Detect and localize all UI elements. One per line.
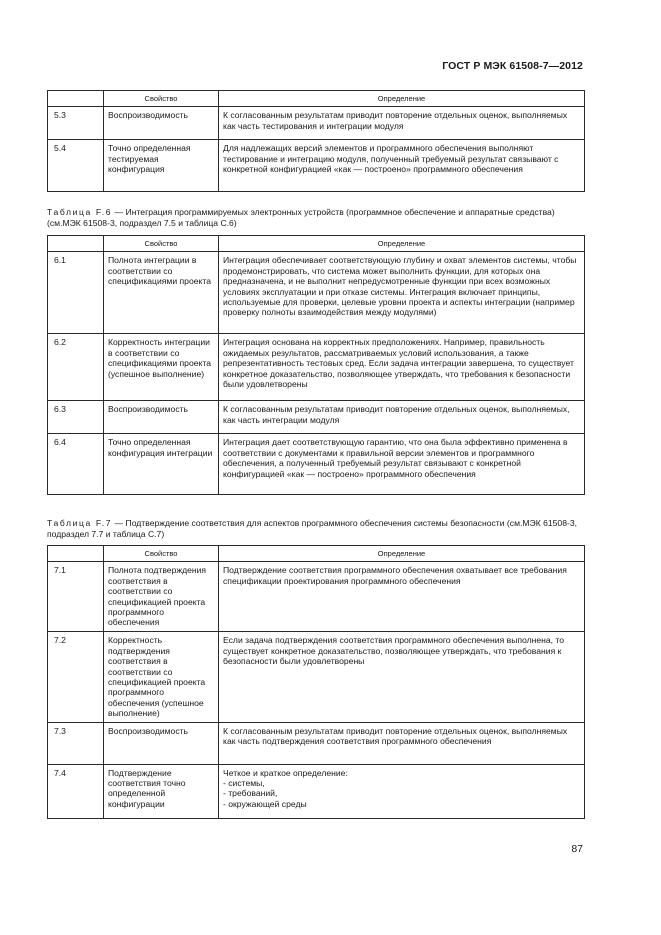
row-num: 6.2 bbox=[48, 334, 104, 401]
definition-list bbox=[223, 778, 580, 809]
definition-intro: Четкое и краткое определение: bbox=[223, 767, 348, 778]
table-f6-caption bbox=[47, 207, 585, 229]
row-definition: К согласованным результатам приводит повторение отдельных оценок, выполняемых, как часть интеграции модуля bbox=[219, 401, 585, 434]
row-property: Точно определенная конфигурация интеграции bbox=[104, 434, 219, 495]
col-property-header: Свойство bbox=[104, 236, 219, 252]
row-num: 6.1 bbox=[48, 252, 104, 334]
row-num: 5.4 bbox=[48, 140, 104, 192]
col-definition-header: Определение bbox=[219, 91, 585, 107]
row-definition: Для надлежащих версий элементов и программного обеспечения выполняют тестирование и интеграцию модуля, полученный требуемый результат связывают с конкретной конфигурацией «как — построено» программного обеспечения bbox=[219, 140, 585, 192]
list-item: - требований, bbox=[223, 788, 278, 799]
table-f7-title: — Подтверждение соответствия для аспектов программного обеспечения системы безопасности (см.МЭК 61508-3, подраздел 7.7 и таблица C.7) bbox=[47, 518, 578, 539]
table-f7-caption bbox=[47, 518, 585, 540]
table-row bbox=[48, 722, 585, 764]
table-row bbox=[48, 562, 585, 632]
row-property: Корректность подтверждения соответствия в соответствии со спецификацией проекта программного обеспечения (успешное выполнение) bbox=[104, 632, 219, 722]
col-definition-header: Определение bbox=[219, 236, 585, 252]
table-row bbox=[48, 252, 585, 334]
list-item: - системы, bbox=[223, 778, 265, 789]
row-property: Корректность интеграции в соответствии со спецификациями проекта (успешное выполнение) bbox=[104, 334, 219, 401]
row-property: Воспроизводимость bbox=[104, 107, 219, 140]
row-num: 7.3 bbox=[48, 722, 104, 764]
row-num: 5.3 bbox=[48, 107, 104, 140]
row-property: Воспроизводимость bbox=[104, 722, 219, 764]
col-num-header bbox=[48, 91, 104, 107]
table-f6-title: — Интеграция программируемых электронных устройств (программное обеспечение и аппаратные средства) (см.МЭК 61508-3, подраздел 7.5 и таблица C.6) bbox=[47, 207, 555, 228]
table-f6 bbox=[47, 235, 585, 495]
row-property: Подтверждение соответствия точно определенной конфигурации bbox=[104, 764, 219, 818]
row-property: Точно определенная тестируемая конфигурация bbox=[104, 140, 219, 192]
col-definition-header: Определение bbox=[219, 546, 585, 562]
page-number: 87 bbox=[571, 843, 583, 855]
row-num: 7.4 bbox=[48, 764, 104, 818]
row-definition: Интеграция обеспечивает соответствующую глубину и охват элементов системы, чтобы продемонстрировать, что система может выполнить функции, для которых она предназначена, и не выполнит непредусмотренные функции при всех возможных условиях эксплуатации и при отказе системы. Интеграция включает принципы, используемые для проверки, целевые уровни проекта и аспекты интеграции (например проверку полноты взаимодействия между модулями) bbox=[219, 252, 585, 334]
table-row bbox=[48, 434, 585, 495]
row-num: 7.1 bbox=[48, 562, 104, 632]
col-num-header bbox=[48, 546, 104, 562]
document-header: ГОСТ Р МЭК 61508-7—2012 bbox=[442, 60, 583, 72]
row-property: Полнота интеграции в соответствии со спецификациями проекта bbox=[104, 252, 219, 334]
row-definition: Подтверждение соответствия программного обеспечения охватывает все требования спецификации проектирования программного обеспечения bbox=[219, 562, 585, 632]
row-definition: Интеграция основана на корректных предположениях. Например, правильность ожидаемых результатов, рассматриваемых условий использования, а также репрезентативность тестовых сред. Если задача интеграции завершена, то существует конкретное доказательство, позволяющее утверждать, что требования к безопасности были удовлетворены bbox=[219, 334, 585, 401]
row-definition: Если задача подтверждения соответствия программного обеспечения выполнена, то существует конкретное доказательство, позволяющее утверждать, что требования к безопасности были удовлетворены bbox=[219, 632, 585, 722]
row-property: Воспроизводимость bbox=[104, 401, 219, 434]
table-f7-label: Таблица F.7 bbox=[47, 518, 113, 528]
row-definition: К согласованным результатам приводит повторение отдельных оценок, выполняемых как часть тестирования и интеграции модуля bbox=[219, 107, 585, 140]
table-header-row bbox=[48, 236, 585, 252]
row-definition: Интеграция дает соответствующую гарантию, что она была эффективно применена в соответствии с документами к правильной версии элементов и программного обеспечения, а полученный требуемый результат связывают с конкретной конфигурацией «как — построено» программного обеспечения bbox=[219, 434, 585, 495]
col-property-header: Свойство bbox=[104, 546, 219, 562]
table-header-row bbox=[48, 91, 585, 107]
table-continuation bbox=[47, 90, 585, 192]
row-num: 6.4 bbox=[48, 434, 104, 495]
table-row bbox=[48, 401, 585, 434]
table-row bbox=[48, 107, 585, 140]
table-row bbox=[48, 334, 585, 401]
table-row bbox=[48, 632, 585, 722]
row-num: 6.3 bbox=[48, 401, 104, 434]
row-definition bbox=[219, 764, 585, 818]
table-f6-label: Таблица F.6 bbox=[47, 207, 113, 217]
list-item: - окружающей среды bbox=[223, 798, 307, 809]
row-definition: К согласованным результатам приводит повторение отдельных оценок, выполняемых как часть подтверждения соответствия программного обеспечения bbox=[219, 722, 585, 764]
table-f7 bbox=[47, 545, 585, 819]
col-property-header: Свойство bbox=[104, 91, 219, 107]
table-row bbox=[48, 764, 585, 818]
row-num: 7.2 bbox=[48, 632, 104, 722]
table-row bbox=[48, 140, 585, 192]
row-property: Полнота подтверждения соответствия в соответствии со спецификацией проекта программного обеспечения bbox=[104, 562, 219, 632]
col-num-header bbox=[48, 236, 104, 252]
table-header-row bbox=[48, 546, 585, 562]
